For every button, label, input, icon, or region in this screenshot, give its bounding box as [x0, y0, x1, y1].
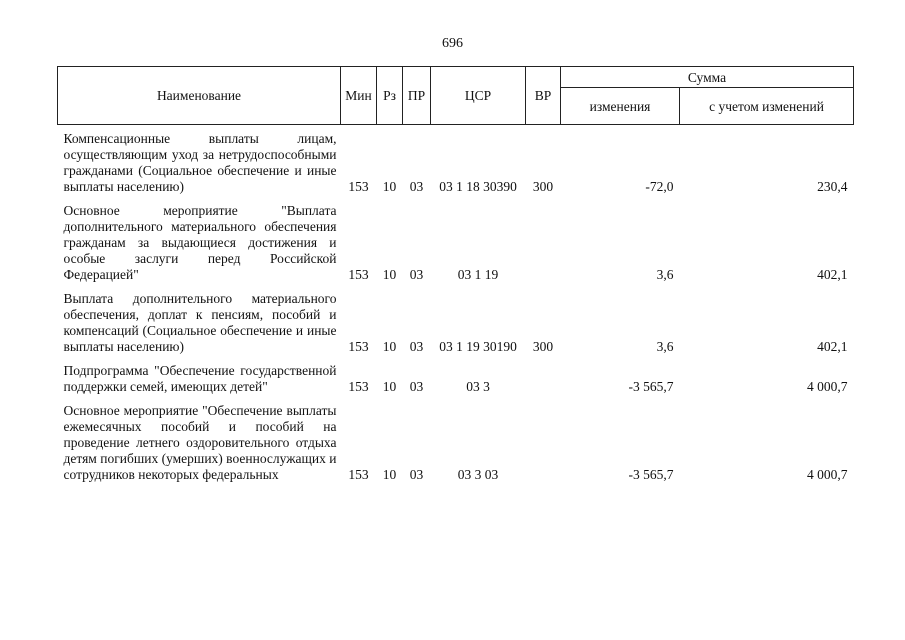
- row-csr: 03 3: [466, 379, 490, 394]
- table-row: [58, 357, 854, 397]
- table-row: [58, 197, 854, 285]
- row-name: Компенсационные выплаты лицам, осуществляющим уход за нетрудоспособными гражданами (Социальное обеспечение и иные выплаты населению): [63, 131, 337, 194]
- header-rz: Рз: [377, 67, 403, 125]
- row-vr: [526, 357, 561, 397]
- row-change: -3 565,7: [628, 379, 674, 394]
- row-name: Основное мероприятие "Обеспечение выплаты ежемесячных пособий и пособий на проведение летнего оздоровительного отдыха детям погибших (умерших) военнослужащих и сотрудников некоторых федеральных: [63, 403, 337, 482]
- row-rz: 10: [382, 467, 397, 482]
- table-row: [58, 285, 854, 357]
- row-min: 153: [348, 379, 369, 394]
- row-name: Подпрограмма "Обеспечение государственной поддержки семей, имеющих детей": [63, 363, 337, 394]
- table-row: [58, 397, 854, 485]
- row-total: 4 000,7: [807, 379, 848, 394]
- row-vr: 300: [532, 179, 554, 194]
- row-change: 3,6: [656, 339, 674, 354]
- row-pr: 03: [409, 267, 424, 282]
- row-csr: 03 1 19 30190: [439, 339, 517, 354]
- row-vr: [526, 397, 561, 485]
- header-with-changes: с учетом изменений: [680, 88, 854, 125]
- row-total: 4 000,7: [807, 467, 848, 482]
- row-rz: 10: [382, 339, 397, 354]
- header-changes: изменения: [561, 88, 680, 125]
- row-change: -72,0: [645, 179, 674, 194]
- row-total: 402,1: [817, 339, 848, 354]
- row-min: 153: [348, 467, 369, 482]
- row-rz: 10: [382, 379, 397, 394]
- row-csr: 03 3 03: [457, 467, 499, 482]
- header-sum: Сумма: [561, 67, 854, 88]
- row-change: -3 565,7: [628, 467, 674, 482]
- row-min: 153: [348, 339, 369, 354]
- header-name: Наименование: [58, 67, 341, 125]
- header-csr: ЦСР: [431, 67, 526, 125]
- row-pr: 03: [409, 379, 424, 394]
- row-min: 153: [348, 179, 369, 194]
- budget-table: [57, 66, 854, 485]
- row-pr: 03: [409, 339, 424, 354]
- row-total: 402,1: [817, 267, 848, 282]
- row-change: 3,6: [656, 267, 674, 282]
- page-number: 696: [442, 36, 463, 51]
- row-vr: [526, 197, 561, 285]
- header-pr: ПР: [403, 67, 431, 125]
- row-rz: 10: [382, 267, 397, 282]
- row-pr: 03: [409, 467, 424, 482]
- row-csr: 03 1 19: [457, 267, 499, 282]
- row-total: 230,4: [817, 179, 848, 194]
- header-vr: ВР: [526, 67, 561, 125]
- row-csr: 03 1 18 30390: [439, 179, 517, 194]
- row-min: 153: [348, 267, 369, 282]
- row-name: Выплата дополнительного материального обеспечения, доплат к пенсиям, пособий и компенсаций (Социальное обеспечение и иные выплаты населению): [63, 291, 337, 354]
- table-row: [58, 125, 854, 198]
- header-min: Мин: [341, 67, 377, 125]
- row-pr: 03: [409, 179, 424, 194]
- row-vr: 300: [532, 339, 554, 354]
- row-rz: 10: [382, 179, 397, 194]
- row-name: Основное мероприятие "Выплата дополнительного материального обеспечения гражданам за выдающиеся достижения и особые заслуги перед Российской Федерацией": [63, 203, 337, 282]
